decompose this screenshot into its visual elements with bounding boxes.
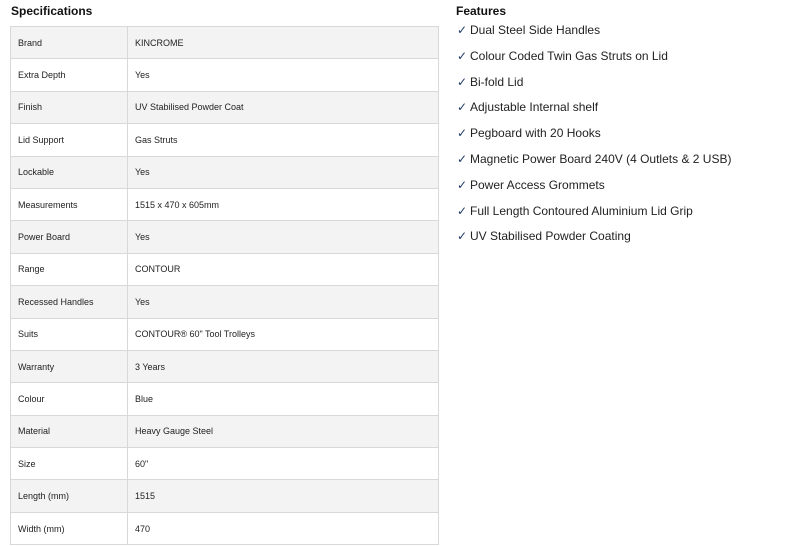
feature-item [457,148,731,174]
spec-name: Brand [11,27,128,59]
feature-text: Pegboard with 20 Hooks [470,126,601,141]
feature-text: UV Stabilised Powder Coating [470,229,631,244]
spec-value: Blue [128,383,439,415]
spec-row [11,383,439,415]
spec-name: Suits [11,318,128,350]
spec-value: 60" [128,448,439,480]
check-icon: ✓ [457,151,468,166]
spec-row [11,318,439,350]
spec-row [11,415,439,447]
spec-row [11,286,439,318]
spec-row [11,156,439,188]
spec-value: Heavy Gauge Steel [128,415,439,447]
spec-row [11,480,439,512]
spec-value: UV Stabilised Powder Coat [128,91,439,123]
check-icon: ✓ [457,48,468,63]
spec-row [11,221,439,253]
spec-row [11,350,439,382]
check-icon: ✓ [457,100,468,115]
spec-value: 1515 x 470 x 605mm [128,188,439,220]
spec-name: Extra Depth [11,59,128,91]
specifications-heading: Specifications [11,4,93,18]
spec-value: KINCROME [128,27,439,59]
feature-item [457,45,731,71]
spec-name: Material [11,415,128,447]
check-icon: ✓ [457,74,468,89]
spec-value: CONTOUR [128,253,439,285]
feature-text: Magnetic Power Board 240V (4 Outlets & 2 USB) [470,151,732,166]
spec-name: Finish [11,91,128,123]
feature-text: Dual Steel Side Handles [470,23,601,37]
spec-name: Range [11,253,128,285]
spec-name: Power Board [11,221,128,253]
check-icon: ✓ [457,23,468,37]
features-list [457,19,731,251]
spec-row [11,27,439,59]
spec-name: Length (mm) [11,480,128,512]
spec-row [11,188,439,220]
feature-item [457,19,731,45]
spec-name: Recessed Handles [11,286,128,318]
spec-name: Lid Support [11,124,128,156]
feature-text: Bi-fold Lid [470,74,524,89]
spec-value: 1515 [128,480,439,512]
feature-item [457,200,731,226]
feature-item [457,96,731,122]
spec-row [11,91,439,123]
spec-value: Yes [128,59,439,91]
spec-name: Warranty [11,350,128,382]
feature-text: Power Access Grommets [470,177,605,192]
check-icon: ✓ [457,203,468,218]
spec-value: 3 Years [128,350,439,382]
spec-row [11,253,439,285]
feature-item [457,225,731,251]
feature-item [457,71,731,97]
specifications-table [10,26,439,545]
feature-item [457,174,731,200]
spec-value: 470 [128,512,439,544]
spec-name: Lockable [11,156,128,188]
check-icon: ✓ [457,177,468,192]
spec-name: Size [11,448,128,480]
feature-text: Full Length Contoured Aluminium Lid Grip [470,203,693,218]
check-icon: ✓ [457,126,468,141]
check-icon: ✓ [457,229,468,244]
spec-value: CONTOUR® 60" Tool Trolleys [128,318,439,350]
spec-name: Measurements [11,188,128,220]
spec-name: Width (mm) [11,512,128,544]
spec-value: Gas Struts [128,124,439,156]
spec-value: Yes [128,286,439,318]
spec-row [11,59,439,91]
spec-value: Yes [128,156,439,188]
spec-row [11,124,439,156]
feature-item [457,122,731,148]
spec-row [11,448,439,480]
spec-value: Yes [128,221,439,253]
features-heading: Features [456,4,507,18]
feature-text: Colour Coded Twin Gas Struts on Lid [470,48,668,63]
spec-name: Colour [11,383,128,415]
feature-text: Adjustable Internal shelf [470,100,599,115]
spec-row [11,512,439,544]
